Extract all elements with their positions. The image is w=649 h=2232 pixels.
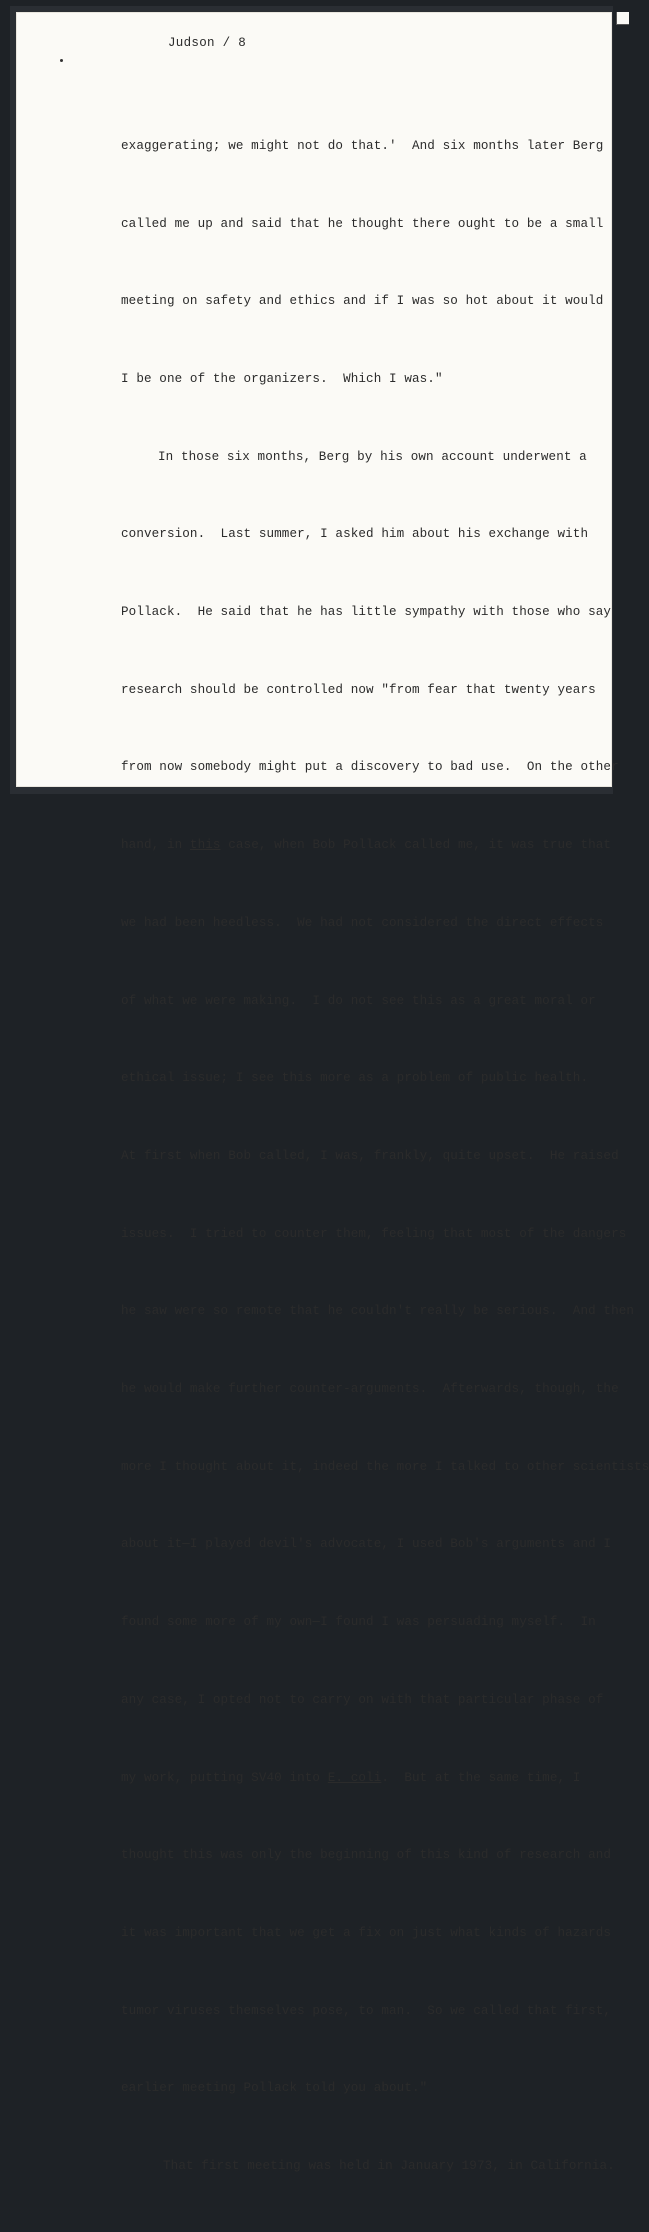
text-line: he saw were so remote that he couldn't really be serious. And then (121, 1304, 635, 1319)
text-line: conversion. Last summer, I asked him about his exchange with (121, 527, 589, 542)
document-page (16, 12, 649, 2174)
text-line: tumor viruses themselves pose, to man. So we called that first, (121, 2003, 612, 2018)
text-line: issues. I tried to counter them, feeling that most of the dangers (121, 1226, 627, 1241)
text-line (121, 1766, 591, 1792)
text-line: from now somebody might put a discovery to bad use. On the other (121, 760, 619, 775)
text-line: we had been heedless. We had not considered the direct effects (121, 915, 604, 930)
text-segment: my work, putting SV40 into (121, 1770, 328, 1785)
text-line: he would make further counter-arguments. Afterwards, though, the (121, 1382, 619, 1397)
text-line: of what we were making. I do not see this as a great moral or (121, 993, 596, 1008)
text-line: it was important that we get a fix on just what kinds of hazards (121, 1925, 612, 1940)
text-line: ethical issue; I see this more as a problem of public health. (121, 1071, 589, 1086)
text-line: any case, I opted not to carry on with that particular phase of (121, 1692, 604, 1707)
text-segment: hand, in (121, 838, 190, 853)
underlined-word: this (189, 838, 221, 853)
page-header: Judson / 8 (168, 36, 247, 50)
text-line: Pollack. He said that he has little sympathy with those who say (121, 605, 612, 620)
paragraph-start-line: That first meeting was held in January 1973, in California. (163, 2159, 615, 2174)
text-line: called me up and said that he thought there ought to be a small (121, 216, 604, 231)
text-line: exaggerating; we might not do that.' And six months later Berg (121, 138, 604, 153)
text-line: about it—I played devil's advocate, I used Bob's arguments and I (121, 1537, 612, 1552)
text-line: At first when Bob called, I was, frankly, quite upset. He raised (121, 1148, 619, 1163)
text-segment: . But at the same time, I (381, 1770, 581, 1785)
underlined-species-name: E. coli (327, 1770, 382, 1785)
text-line: found some more of my own—I found I was persuading myself. In (121, 1615, 596, 1630)
stray-mark (60, 59, 63, 62)
body-text (121, 82, 649, 2232)
text-line: meeting on safety and ethics and if I was so hot about it would (121, 294, 604, 309)
text-line: earlier meeting Pollack told you about." (121, 2081, 428, 2096)
text-line: research should be controlled now "from fear that twenty years (121, 682, 596, 697)
text-segment: case, when Bob Pollack called me, it was true that (220, 838, 612, 853)
text-line: thought this was only the beginning of this kind of research and (121, 1848, 612, 1863)
text-line (121, 833, 612, 859)
text-line: more I thought about it, indeed the more I talked to other scientists (121, 1459, 649, 1474)
paragraph-start-line: In those six months, Berg by his own account underwent a (158, 449, 587, 464)
page-corner-mark (616, 12, 629, 25)
text-line: I be one of the organizers. Which I was." (121, 371, 443, 386)
